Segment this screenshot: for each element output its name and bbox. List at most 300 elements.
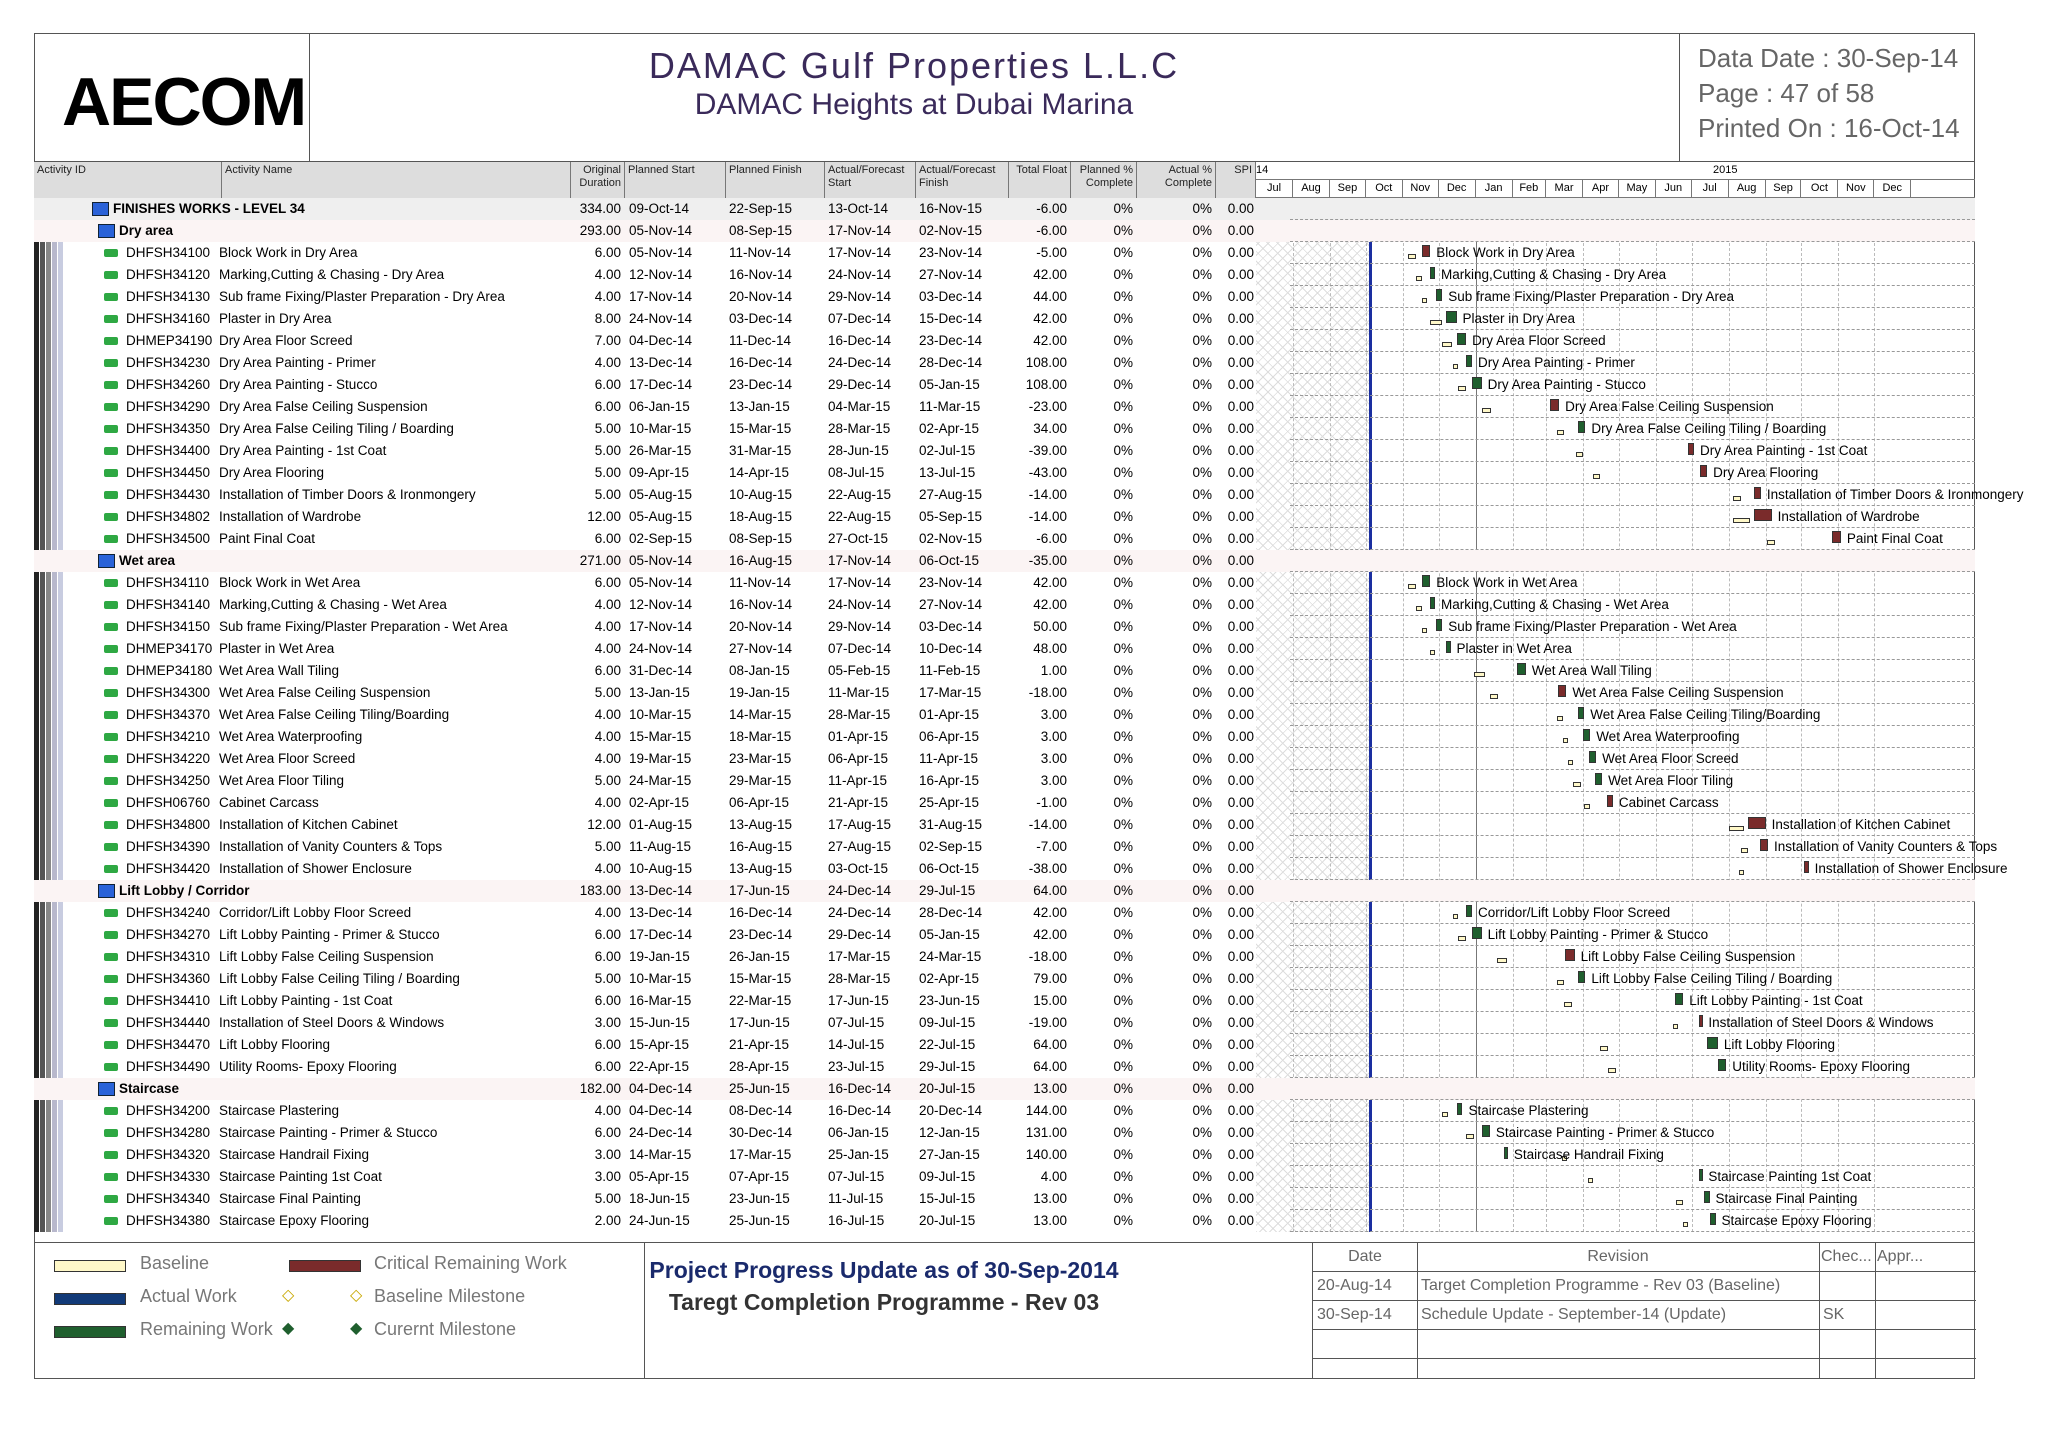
baseline-bar[interactable] — [1458, 936, 1466, 941]
cell-pp: 0% — [1113, 1147, 1133, 1162]
cell-spi: 0.00 — [1227, 971, 1254, 986]
bar-label: Marking,Cutting & Chasing - Wet Area — [1441, 597, 1669, 612]
col-actual-start: Actual/Forecast Start — [825, 162, 916, 198]
activity-row[interactable] — [34, 242, 1975, 264]
activity-row[interactable] — [34, 660, 1975, 682]
cell-spi: 0.00 — [1227, 1169, 1254, 1184]
activity-row[interactable] — [34, 374, 1975, 396]
baseline-bar[interactable] — [1416, 276, 1422, 281]
remaining-work-bar[interactable] — [1675, 993, 1683, 1005]
baseline-bar[interactable] — [1729, 826, 1745, 831]
cell-tf: 34.00 — [1033, 421, 1067, 436]
cell-pp: 0% — [1113, 1125, 1133, 1140]
baseline-bar[interactable] — [1673, 1024, 1678, 1029]
activity-row[interactable] — [34, 836, 1998, 858]
rev-header-approved: Appr... — [1877, 1248, 1924, 1265]
activity-task-icon — [104, 975, 118, 983]
cell-af: 23-Nov-14 — [919, 245, 983, 260]
legend-remaining: Remaining Work — [140, 1319, 273, 1339]
cell-pf: 11-Nov-14 — [729, 245, 792, 260]
remaining-work-bar[interactable] — [1457, 333, 1467, 345]
bar-label: Lift Lobby Painting - Primer & Stucco — [1487, 927, 1709, 942]
cell-as: 28-Jun-15 — [828, 443, 889, 458]
cell-spi: 0.00 — [1227, 355, 1254, 370]
cell-ap: 0% — [1192, 751, 1212, 766]
baseline-bar[interactable] — [1588, 1178, 1593, 1183]
cell-af: 15-Dec-14 — [919, 311, 983, 326]
cell-dur: 3.00 — [594, 1147, 621, 1162]
remaining-work-bar[interactable] — [1436, 289, 1442, 301]
cell-spi: 0.00 — [1227, 333, 1254, 348]
legend-baseline-milestone: Baseline Milestone — [374, 1286, 526, 1306]
activity-row[interactable] — [34, 1012, 1975, 1034]
baseline-bar[interactable] — [1593, 474, 1600, 479]
baseline-bar[interactable] — [1453, 364, 1458, 369]
remaining-work-bar[interactable] — [1436, 619, 1442, 631]
critical-remaining-bar[interactable] — [1688, 443, 1694, 455]
info-box — [1679, 33, 1976, 161]
cell-tf: 15.00 — [1033, 993, 1067, 1008]
cell-spi: 0.00 — [1227, 1081, 1254, 1096]
cell-as: 28-Mar-15 — [828, 421, 891, 436]
remaining-work-bar[interactable] — [1517, 663, 1525, 675]
wbs-group-row[interactable] — [34, 198, 1975, 220]
cell-ps: 05-Aug-15 — [629, 509, 693, 524]
cell-dur: 12.00 — [587, 509, 621, 524]
cell-pp: 0% — [1113, 509, 1133, 524]
baseline-bar[interactable] — [1442, 342, 1452, 347]
wbs-folder-icon — [98, 884, 115, 898]
cell-dur: 12.00 — [587, 817, 621, 832]
cell-af: 16-Nov-15 — [919, 201, 983, 216]
cell-ps: 05-Nov-14 — [629, 553, 693, 568]
critical-remaining-bar[interactable] — [1550, 399, 1560, 411]
remaining-work-bar[interactable] — [1466, 355, 1472, 367]
activity-id: DHFSH34160 — [126, 311, 211, 326]
activity-row[interactable] — [34, 528, 1975, 550]
baseline-bar[interactable] — [1458, 386, 1466, 391]
col-duration: Original Duration — [571, 162, 625, 198]
remaining-work-bar[interactable] — [1710, 1213, 1716, 1225]
cell-dur: 6.00 — [594, 575, 621, 590]
activity-id: DHFSH34260 — [126, 377, 211, 392]
cell-dur: 6.00 — [594, 1059, 621, 1074]
activity-row[interactable] — [34, 1166, 1975, 1188]
cell-ap: 0% — [1192, 487, 1212, 502]
cell-ap: 0% — [1192, 575, 1212, 590]
critical-remaining-bar[interactable] — [1607, 795, 1613, 807]
cell-spi: 0.00 — [1227, 905, 1254, 920]
cell-ps: 14-Mar-15 — [629, 1147, 692, 1162]
activity-row[interactable] — [34, 462, 1975, 484]
wbs-group-row[interactable] — [34, 550, 1975, 572]
remaining-work-bar[interactable] — [1595, 773, 1602, 785]
cell-ap: 0% — [1192, 443, 1212, 458]
activity-row[interactable] — [34, 1056, 1975, 1078]
cell-spi: 0.00 — [1227, 289, 1254, 304]
wbs-group-row[interactable] — [34, 220, 1975, 242]
timeline-year-2014: 14 — [1256, 162, 1476, 180]
activity-row[interactable] — [34, 506, 1975, 528]
cell-af: 15-Jul-15 — [919, 1191, 976, 1206]
baseline-bar[interactable] — [1733, 518, 1750, 523]
cell-af: 13-Jul-15 — [919, 465, 976, 480]
wbs-folder-icon — [98, 554, 115, 568]
baseline-bar[interactable] — [1408, 254, 1416, 259]
activity-name: Sub frame Fixing/Plaster Preparation - Wet Area — [219, 619, 508, 634]
cell-pp: 0% — [1113, 685, 1133, 700]
activity-row[interactable] — [34, 308, 1975, 330]
bar-label: Dry Area False Ceiling Suspension — [1565, 399, 1774, 414]
activity-row[interactable] — [34, 352, 1975, 374]
cell-pf: 08-Sep-15 — [729, 223, 793, 238]
remaining-work-bar[interactable] — [1457, 1103, 1463, 1115]
activity-row[interactable] — [34, 484, 2024, 506]
cell-pf: 27-Nov-14 — [729, 641, 793, 656]
cell-as: 06-Apr-15 — [828, 751, 889, 766]
cell-pf: 13-Aug-15 — [729, 817, 793, 832]
cell-as: 14-Jul-15 — [828, 1037, 885, 1052]
legend — [34, 1243, 645, 1379]
cell-spi: 0.00 — [1227, 421, 1254, 436]
critical-remaining-bar[interactable] — [1754, 509, 1772, 521]
cell-pp: 0% — [1113, 201, 1133, 216]
baseline-bar[interactable] — [1490, 694, 1498, 699]
cell-spi: 0.00 — [1227, 1125, 1254, 1140]
cell-as: 17-Aug-15 — [828, 817, 892, 832]
baseline-bar[interactable] — [1422, 628, 1427, 633]
timeline-month: Aug — [1729, 180, 1766, 198]
activity-id: DHFSH34440 — [126, 1015, 211, 1030]
remaining-work-bar[interactable] — [1430, 597, 1435, 609]
cell-pp: 0% — [1113, 949, 1133, 964]
cell-af: 28-Dec-14 — [919, 355, 983, 370]
activity-row[interactable] — [34, 264, 1975, 286]
activity-name: Dry Area Flooring — [219, 465, 325, 480]
baseline-bar[interactable] — [1733, 496, 1740, 501]
baseline-bar[interactable] — [1442, 1112, 1448, 1117]
activity-row[interactable] — [34, 1034, 1975, 1056]
baseline-bar[interactable] — [1422, 298, 1427, 303]
activity-name: Dry Area Painting - Stucco — [219, 377, 378, 392]
critical-remaining-bar[interactable] — [1754, 487, 1761, 499]
cell-pp: 0% — [1113, 1037, 1133, 1052]
timeline-month: Sep — [1330, 180, 1366, 198]
baseline-bar[interactable] — [1608, 1068, 1616, 1073]
cell-pf: 26-Jan-15 — [729, 949, 790, 964]
baseline-bar[interactable] — [1557, 430, 1564, 435]
remaining-work-bar[interactable] — [1707, 1037, 1718, 1049]
bar-label: Wet Area Waterproofing — [1596, 729, 1740, 744]
activity-task-icon — [104, 843, 118, 851]
bar-label: Installation of Shower Enclosure — [1814, 861, 2008, 876]
cell-ps: 05-Nov-14 — [629, 223, 693, 238]
cell-af: 20-Jul-15 — [919, 1081, 976, 1096]
remaining-work-bar[interactable] — [1430, 267, 1435, 279]
cell-as: 17-Nov-14 — [828, 575, 892, 590]
cell-ps: 04-Dec-14 — [629, 1103, 693, 1118]
cell-tf: -14.00 — [1028, 487, 1067, 502]
cell-spi: 0.00 — [1227, 883, 1254, 898]
activity-task-icon — [104, 1151, 118, 1159]
timeline-month: Sep — [1766, 180, 1802, 198]
remaining-work-bar[interactable] — [1578, 421, 1585, 433]
cell-ap: 0% — [1192, 1125, 1212, 1140]
activity-task-icon — [104, 755, 118, 763]
cell-dur: 8.00 — [594, 311, 621, 326]
baseline-bar[interactable] — [1482, 408, 1492, 413]
cell-af: 10-Dec-14 — [919, 641, 983, 656]
baseline-bar[interactable] — [1453, 914, 1458, 919]
cell-af: 29-Jul-15 — [919, 883, 976, 898]
cell-ps: 17-Dec-14 — [629, 377, 693, 392]
activity-task-icon — [104, 403, 118, 411]
cell-as: 28-Mar-15 — [828, 707, 891, 722]
cell-af: 02-Apr-15 — [919, 971, 980, 986]
activity-row[interactable] — [34, 330, 1975, 352]
activity-name: Wet Area False Ceiling Tiling/Boarding — [219, 707, 450, 722]
cell-pf: 16-Aug-15 — [729, 839, 793, 854]
baseline-bar[interactable] — [1576, 452, 1583, 457]
activity-id: DHFSH34360 — [126, 971, 211, 986]
cell-spi: 0.00 — [1227, 839, 1254, 854]
remaining-work-bar[interactable] — [1504, 1147, 1508, 1159]
baseline-bar[interactable] — [1568, 760, 1574, 765]
remaining-work-bar[interactable] — [1446, 641, 1451, 653]
activity-task-icon — [104, 491, 118, 499]
remaining-work-bar[interactable] — [1446, 311, 1457, 323]
cell-spi: 0.00 — [1227, 773, 1254, 788]
cell-pp: 0% — [1113, 707, 1133, 722]
col-planned-pct: Planned % Complete — [1071, 162, 1137, 198]
baseline-bar[interactable] — [1584, 804, 1590, 809]
cell-as: 24-Nov-14 — [828, 267, 892, 282]
legend-actual: Actual Work — [140, 1286, 237, 1306]
cell-pp: 0% — [1113, 355, 1133, 370]
cell-ap: 0% — [1192, 245, 1212, 260]
activity-row[interactable] — [34, 440, 1975, 462]
cell-pp: 0% — [1113, 267, 1133, 282]
cell-dur: 4.00 — [594, 1103, 621, 1118]
cell-as: 16-Jul-15 — [828, 1213, 885, 1228]
remaining-work-bar[interactable] — [1466, 905, 1472, 917]
cell-spi: 0.00 — [1227, 399, 1254, 414]
bar-label: Installation of Wardrobe — [1777, 509, 1920, 524]
activity-id: DHFSH34220 — [126, 751, 211, 766]
cell-ps: 17-Dec-14 — [629, 927, 693, 942]
baseline-bar[interactable] — [1683, 1222, 1688, 1227]
cell-pp: 0% — [1113, 729, 1133, 744]
project-title: DAMAC Heights at Dubai Marina — [694, 88, 1134, 121]
cell-tf: 108.00 — [1025, 377, 1067, 392]
remaining-work-bar[interactable] — [1583, 729, 1590, 741]
activity-id: DHFSH34270 — [126, 927, 211, 942]
cell-pp: 0% — [1113, 993, 1133, 1008]
timeline-month: Feb — [1513, 180, 1546, 198]
cell-pp: 0% — [1113, 399, 1133, 414]
cell-pp: 0% — [1113, 883, 1133, 898]
remaining-work-bar[interactable] — [1472, 377, 1482, 389]
bar-label: Installation of Vanity Counters & Tops — [1774, 839, 1998, 854]
baseline-bar[interactable] — [1563, 738, 1568, 743]
activity-name: Paint Final Coat — [219, 531, 316, 546]
critical-remaining-bar[interactable] — [1804, 861, 1809, 873]
activity-row[interactable] — [34, 814, 1975, 836]
cell-pp: 0% — [1113, 663, 1133, 678]
cell-ap: 0% — [1192, 949, 1212, 964]
bar-label: Sub frame Fixing/Plaster Preparation - Dry Area — [1448, 289, 1735, 304]
wbs-group-row[interactable] — [34, 1078, 1975, 1100]
baseline-bar[interactable] — [1408, 584, 1416, 589]
activity-id: DHFSH34430 — [126, 487, 211, 502]
critical-remaining-bar[interactable] — [1558, 685, 1566, 697]
cell-spi: 0.00 — [1227, 553, 1254, 568]
cell-as: 11-Mar-15 — [828, 685, 890, 700]
baseline-bar[interactable] — [1564, 1002, 1572, 1007]
cell-ap: 0% — [1192, 465, 1212, 480]
critical-remaining-bar[interactable] — [1422, 245, 1430, 257]
remaining-work-bar[interactable] — [1472, 927, 1482, 939]
cell-spi: 0.00 — [1227, 927, 1254, 942]
critical-remaining-bar[interactable] — [1700, 465, 1707, 477]
cell-pf: 16-Aug-15 — [729, 553, 793, 568]
activity-row[interactable] — [34, 1144, 1975, 1166]
activity-row[interactable] — [34, 1188, 1975, 1210]
baseline-bar[interactable] — [1474, 672, 1485, 677]
activity-name: Installation of Wardrobe — [219, 509, 362, 524]
cell-as: 25-Jan-15 — [828, 1147, 889, 1162]
cell-af: 05-Jan-15 — [919, 927, 980, 942]
activity-row[interactable] — [34, 638, 1975, 660]
cell-spi: 0.00 — [1227, 443, 1254, 458]
cell-spi: 0.00 — [1227, 465, 1254, 480]
baseline-bar[interactable] — [1497, 958, 1507, 963]
cell-spi: 0.00 — [1227, 619, 1254, 634]
critical-remaining-bar[interactable] — [1832, 531, 1840, 543]
rev-header-checked: Chec... — [1821, 1248, 1872, 1265]
cell-dur: 6.00 — [594, 663, 621, 678]
timeline-month: Aug — [1293, 180, 1330, 198]
baseline-bar[interactable] — [1430, 650, 1435, 655]
critical-remaining-bar[interactable] — [1760, 839, 1768, 851]
activity-row[interactable] — [34, 1210, 1975, 1232]
programme-subtitle: Taregt Completion Programme - Rev 03 — [668, 1289, 1100, 1315]
activity-name: Staircase Epoxy Flooring — [219, 1213, 370, 1228]
bar-label: Staircase Handrail Fixing — [1513, 1147, 1664, 1162]
activity-task-icon — [104, 271, 118, 279]
activity-name: Wet Area False Ceiling Suspension — [219, 685, 431, 700]
cell-ap: 0% — [1192, 223, 1212, 238]
baseline-bar[interactable] — [1600, 1046, 1608, 1051]
cell-spi: 0.00 — [1227, 1147, 1254, 1162]
activity-name: Wet Area Floor Tiling — [219, 773, 345, 788]
cell-dur: 5.00 — [594, 443, 621, 458]
cell-pf: 23-Jun-15 — [729, 1191, 790, 1206]
wbs-group-row[interactable] — [34, 880, 1975, 902]
activity-name: Sub frame Fixing/Plaster Preparation - Dry Area — [219, 289, 505, 304]
baseline-bar[interactable] — [1557, 716, 1563, 721]
critical-remaining-bar[interactable] — [1565, 949, 1575, 961]
cell-pf: 08-Sep-15 — [729, 531, 793, 546]
activity-row[interactable] — [34, 902, 1975, 924]
activity-row[interactable] — [34, 858, 2008, 880]
bar-label: Dry Area Painting - 1st Coat — [1700, 443, 1868, 458]
remaining-work-bar[interactable] — [1578, 707, 1584, 719]
baseline-bar[interactable] — [1557, 980, 1564, 985]
cell-as: 07-Dec-14 — [828, 641, 892, 656]
wbs-name: Wet area — [119, 553, 176, 568]
critical-remaining-bar[interactable] — [1748, 817, 1766, 829]
cell-spi: 0.00 — [1227, 1059, 1254, 1074]
activity-row[interactable] — [34, 594, 1975, 616]
cell-tf: 3.00 — [1040, 773, 1067, 788]
remaining-work-bar[interactable] — [1704, 1191, 1710, 1203]
timeline-month: Jun — [1656, 180, 1692, 198]
cell-pp: 0% — [1113, 1081, 1133, 1096]
activity-name: Lift Lobby False Ceiling Suspension — [219, 949, 434, 964]
cell-pp: 0% — [1113, 333, 1133, 348]
baseline-bar[interactable] — [1676, 1200, 1683, 1205]
cell-as: 04-Mar-15 — [828, 399, 891, 414]
cell-pf: 21-Apr-15 — [729, 1037, 790, 1052]
cell-pp: 0% — [1113, 377, 1133, 392]
remaining-work-bar[interactable] — [1718, 1059, 1726, 1071]
cell-spi: 0.00 — [1227, 707, 1254, 722]
activity-row[interactable] — [34, 572, 1975, 594]
baseline-bar[interactable] — [1466, 1134, 1474, 1139]
baseline-bar[interactable] — [1739, 870, 1744, 875]
cell-af: 17-Mar-15 — [919, 685, 982, 700]
cell-af: 27-Nov-14 — [919, 597, 983, 612]
baseline-bar[interactable] — [1741, 848, 1748, 853]
cell-spi: 0.00 — [1227, 1037, 1254, 1052]
activity-id: DHFSH34210 — [126, 729, 211, 744]
activity-id: DHFSH34450 — [126, 465, 211, 480]
activity-name: Wet Area Waterproofing — [219, 729, 363, 744]
cell-spi: 0.00 — [1227, 729, 1254, 744]
remaining-work-bar[interactable] — [1578, 971, 1585, 983]
remaining-work-bar[interactable] — [1482, 1125, 1490, 1137]
printed-date: Printed On : 16-Oct-14 — [1698, 113, 1960, 143]
cell-pf: 11-Dec-14 — [729, 333, 792, 348]
remaining-work-bar[interactable] — [1422, 575, 1430, 587]
remaining-work-bar[interactable] — [1699, 1169, 1703, 1181]
cell-ps: 10-Mar-15 — [629, 421, 692, 436]
cell-pp: 0% — [1113, 223, 1133, 238]
critical-remaining-bar[interactable] — [1699, 1015, 1703, 1027]
cell-spi: 0.00 — [1227, 575, 1254, 590]
bar-label: Corridor/Lift Lobby Floor Screed — [1478, 905, 1671, 920]
activity-name: Installation of Steel Doors & Windows — [219, 1015, 445, 1030]
baseline-bar[interactable] — [1416, 606, 1422, 611]
cell-dur: 5.00 — [594, 839, 621, 854]
timeline-header — [1256, 162, 1975, 198]
cell-pp: 0% — [1113, 465, 1133, 480]
remaining-work-bar[interactable] — [1589, 751, 1596, 763]
baseline-bar[interactable] — [1767, 540, 1775, 545]
baseline-bar[interactable] — [1573, 782, 1580, 787]
cell-tf: 3.00 — [1040, 707, 1067, 722]
cell-pf: 28-Apr-15 — [729, 1059, 790, 1074]
activity-id: DHFSH34470 — [126, 1037, 211, 1052]
activity-id: DHFSH34490 — [126, 1059, 211, 1074]
activity-name: Block Work in Dry Area — [219, 245, 358, 260]
cell-pf: 17-Mar-15 — [729, 1147, 792, 1162]
activity-row[interactable] — [34, 1100, 1975, 1122]
activity-row[interactable] — [34, 990, 1975, 1012]
cell-ps: 12-Nov-14 — [629, 267, 693, 282]
baseline-bar[interactable] — [1430, 320, 1442, 325]
